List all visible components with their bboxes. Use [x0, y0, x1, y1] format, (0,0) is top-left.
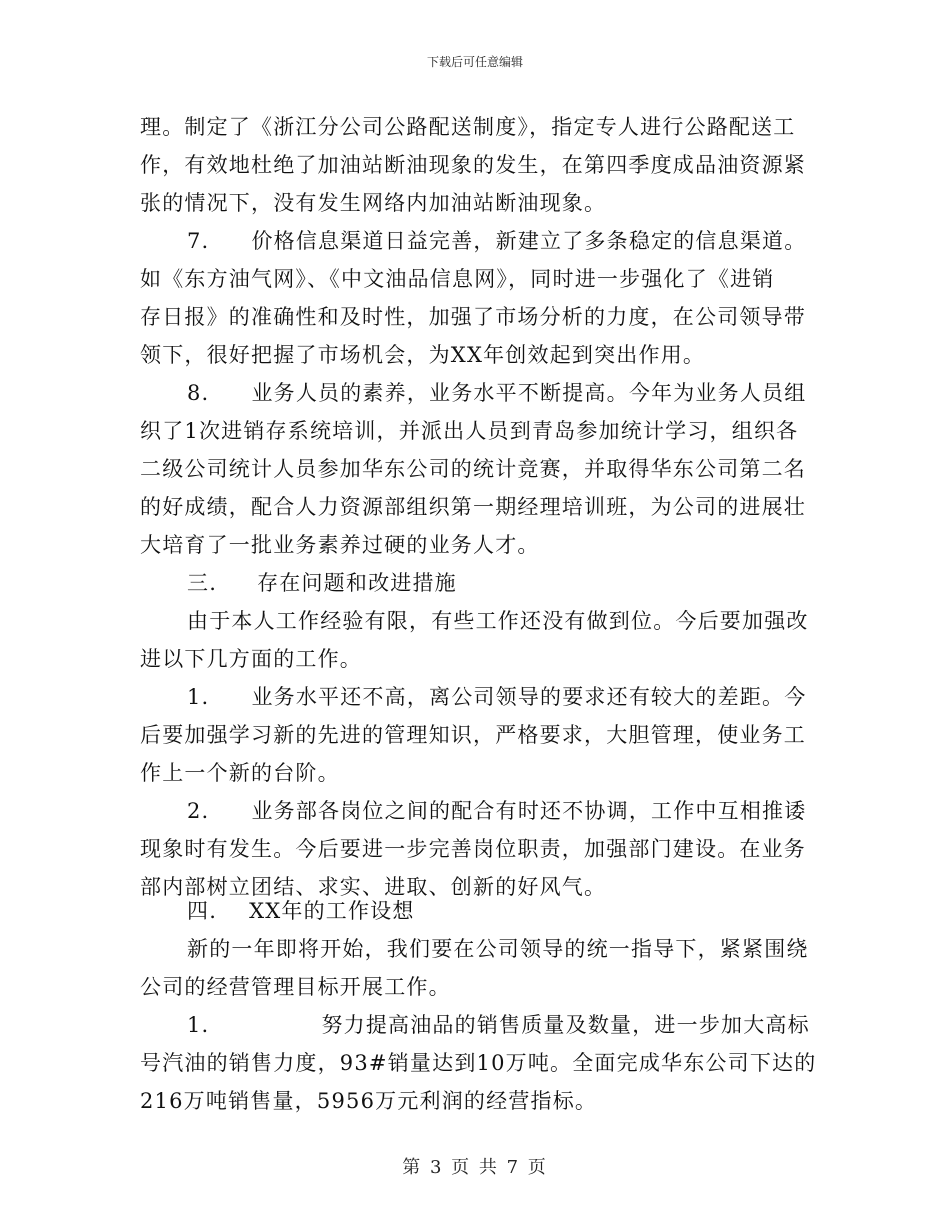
text-line: 号汽油的销售力度，93#销量达到10万吨。全面完成华东公司下达的 — [140, 1051, 817, 1075]
item-text: 价格信息渠道日益完善，新建立了多条稳定的信息渠道。 — [251, 229, 807, 253]
item-number: 1. — [187, 685, 210, 709]
text-line: 作上一个新的台阶。 — [140, 761, 340, 785]
text-line: 新的一年即将开始，我们要在公司领导的统一指导下，紧紧围绕 — [187, 937, 809, 961]
item-number: 2. — [187, 799, 210, 823]
item-text: 努力提高油品的销售质量及数量，进一步加大高标 — [321, 1013, 810, 1037]
heading-number: 三. — [187, 571, 218, 595]
text-line: 进以下几方面的工作。 — [140, 647, 362, 671]
text-line: 领下，很好把握了市场机会，为XX年创效起到突出作用。 — [140, 343, 706, 367]
item-number: 8. — [187, 381, 210, 405]
item-number: 1. — [187, 1013, 210, 1037]
item-text: 业务部各岗位之间的配合有时还不协调，工作中互相推诿 — [251, 799, 807, 823]
heading-number: 四. — [187, 899, 218, 923]
heading-text: XX年的工作设想 — [249, 899, 415, 923]
text-line: 张的情况下，没有发生网络内加油站断油现象。 — [140, 191, 607, 215]
text-line: 大培育了一批业务素养过硬的业务人才。 — [140, 533, 540, 557]
list-item-1b — [187, 1008, 810, 1042]
text-line: 部内部树立团结、求实、进取、创新的好风气。 — [140, 875, 607, 899]
section-heading-4 — [187, 894, 415, 928]
text-line: 存日报》的准确性和及时性，加强了市场分析的力度，在公司领导带 — [140, 305, 806, 329]
text-line: 现象时有发生。今后要进一步完善岗位职责，加强部门建设。在业务 — [140, 837, 806, 861]
text-line: 由于本人工作经验有限，有些工作还没有做到位。今后要加强改 — [187, 609, 809, 633]
text-line: 如《东方油气网》、《中文油品信息网》，同时进一步强化了《进销 — [140, 267, 775, 291]
section-heading-3 — [187, 566, 457, 600]
text-line: 后要加强学习新的先进的管理知识，严格要求，大胆管理，使业务工 — [140, 723, 806, 747]
item-text: 业务人员的素养，业务水平不断提高。今年为业务人员组 — [251, 381, 807, 405]
item-text: 业务水平还不高，离公司领导的要求还有较大的差距。今 — [251, 685, 807, 709]
text-line: 公司的经营管理目标开展工作。 — [140, 975, 451, 999]
list-item-1 — [187, 680, 806, 714]
text-line: 作，有效地杜绝了加油站断油现象的发生，在第四季度成品油资源紧 — [140, 153, 806, 177]
list-item-7 — [187, 224, 806, 258]
page-header: 下载后可任意编辑 — [426, 55, 523, 69]
text-line: 216万吨销售量，5956万元利润的经营指标。 — [140, 1089, 598, 1113]
text-line: 理。制定了《浙江分公司公路配送制度》，指定专人进行公路配送工 — [140, 115, 796, 139]
item-number: 7. — [187, 229, 210, 253]
list-item-2 — [187, 794, 806, 828]
page-number: 第 3 页 共 7 页 — [402, 1157, 548, 1178]
text-line: 的好成绩，配合人力资源部组织第一期经理培训班，为公司的进展壮 — [140, 495, 806, 519]
heading-text: 存在问题和改进措施 — [257, 571, 457, 595]
text-line: 二级公司统计人员参加华东公司的统计竞赛，并取得华东公司第二名 — [140, 457, 806, 481]
list-item-8 — [187, 376, 806, 410]
text-line: 织了1次进销存系统培训，并派出人员到青岛参加统计学习，组织各 — [140, 419, 799, 443]
